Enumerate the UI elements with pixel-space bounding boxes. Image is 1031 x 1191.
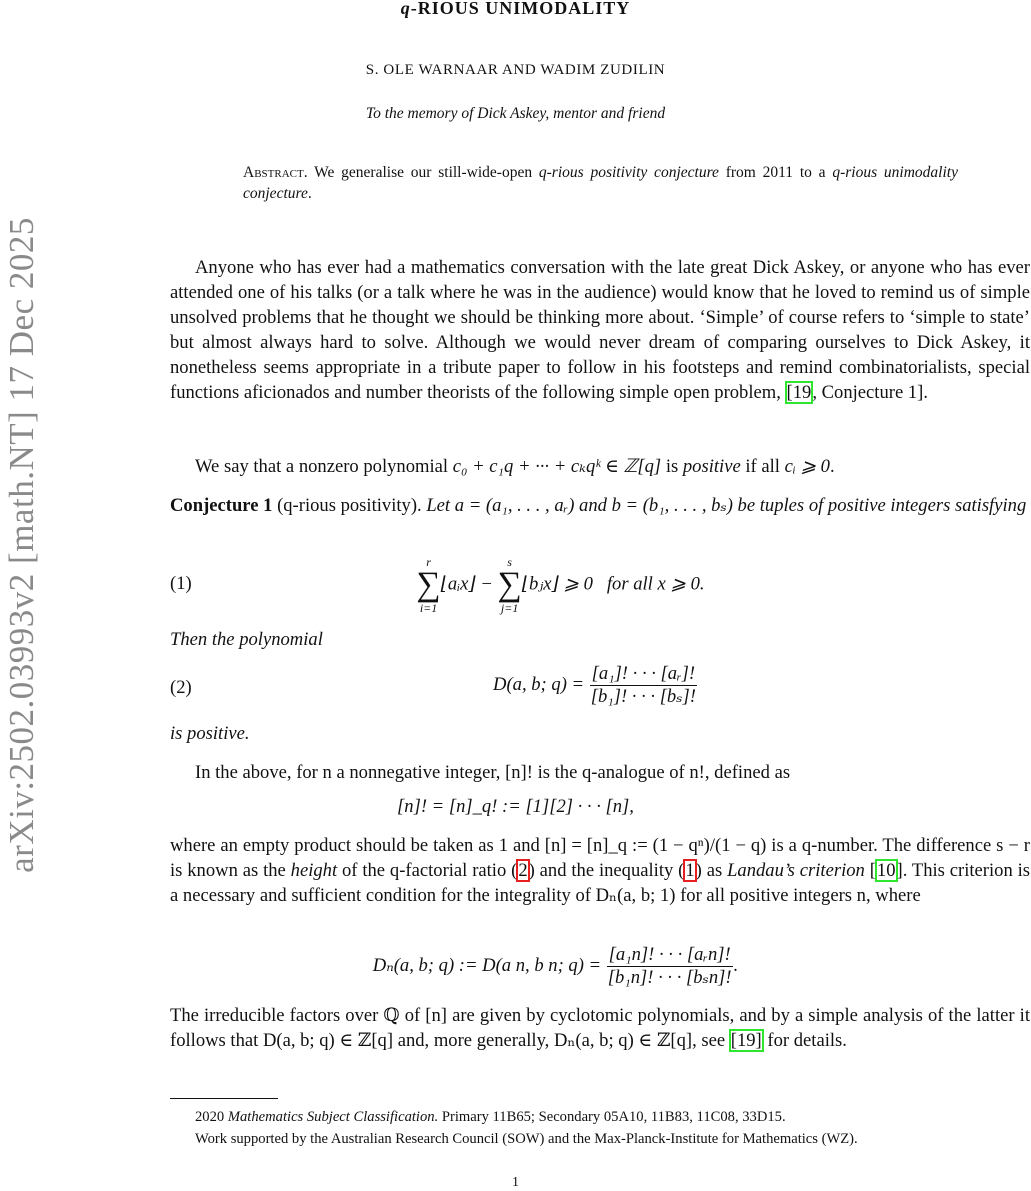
paragraph-text: Anyone who has ever had a mathematics conversation with the late great Dick Askey, or anyone who has ever attended one of his talks (or a talk where he was in the audience) would know that he loved to remind us of simple unsolved problems that he thought we should be thinking more about. ‘Simple’ of course refers to ‘simple to state’ but almost always hard to solve. Although we would never dream of comparing ourselves to Dick Askey, it nonetheless seems appropriate in a tribute paper to follow in his footsteps and remind combinatorialists, special functions aficionados and number theorists of the following simple open problem, <box>170 257 1030 403</box>
paragraph-text: is <box>661 456 683 477</box>
abstract-text: We generalise our still-wide-open <box>307 164 539 181</box>
equation-number-1: (1) <box>170 573 192 594</box>
paragraph-text: where an empty product should be taken as 1 and [n] = [n]_q := (1 − qⁿ)/(1 − q) is a q-number. The difference s − r is known as the <box>170 835 1030 881</box>
paragraph-q-analogue: In the above, for n a nonnegative integer, [n]! is the q-analogue of n!, defined as <box>195 762 791 783</box>
paragraph-text: The irreducible factors over ℚ of [n] are given by cyclotomic polynomials, and by a simple analysis of the latter it follows that D(a, b; q) ∈ ℤ[q] and, more generally, Dₙ(a, b; q) ∈ ℤ[q], see <box>170 1005 1030 1051</box>
conjecture-label: Conjecture 1 <box>170 495 273 516</box>
numerator: [a₁]! · · · [aᵣ]! <box>591 663 696 684</box>
denominator: [b₁n]! · · · [bₛn]! <box>607 967 732 988</box>
denominator: [b₁]! · · · [bₛ]! <box>590 686 696 707</box>
equation-link-2[interactable]: 2 <box>518 859 528 881</box>
math-term: ⌊aᵢx⌋ − <box>440 573 498 595</box>
conjecture-statement <box>170 494 1030 519</box>
footnote-support: Work supported by the Australian Research Council (SOW) and the Max-Planck-Institute for Mathematics (WZ). <box>195 1131 858 1147</box>
page-number: 1 <box>512 1175 519 1190</box>
abstract-text: from 2011 to a <box>718 164 833 181</box>
abstract-emph: q-rious positivity conjecture <box>538 164 719 181</box>
equation-Dn <box>40 944 1031 989</box>
paragraph-text: for details. <box>762 1029 847 1051</box>
paragraph-intro <box>170 256 1030 405</box>
sum-lower: i=1 <box>419 601 438 615</box>
sum-upper: s <box>507 555 512 569</box>
paragraph-text: ) and the inequality ( <box>528 859 685 881</box>
math-inline: c₀ + c₁q + ··· + cₖqᵏ ∈ ℤ[q] <box>452 456 662 477</box>
math-term: . <box>733 954 739 976</box>
abstract-text: . <box>307 185 312 202</box>
paragraph-text: We say that a nonzero polynomial <box>195 456 453 477</box>
title-rest: -RIOUS UNIMODALITY <box>410 0 631 18</box>
numerator: [a₁n]! · · · [aᵣn]! <box>608 944 731 965</box>
paragraph-cyclotomic <box>170 1004 1030 1054</box>
paragraph-positive-def <box>170 455 1030 480</box>
footnote-text: 2020 <box>195 1109 228 1125</box>
paragraph-text: ) as <box>695 859 728 881</box>
math-condition: for all x ⩾ 0. <box>606 573 705 595</box>
footnote-rule <box>170 1098 278 1099</box>
paragraph-text: of the q-factorial ratio ( <box>337 859 518 881</box>
equation-1 <box>45 556 1031 614</box>
citation-link-10[interactable]: 10 <box>876 859 896 881</box>
footnote-text: Primary 11B65; Secondary 05A10, 11B83, 11C08, 33D15. <box>438 1109 786 1125</box>
emph-landau: Landau’s criterion <box>727 859 865 881</box>
sum-upper: r <box>426 555 431 569</box>
fraction <box>606 944 734 989</box>
sum-lower: j=1 <box>500 601 519 615</box>
paragraph-text: [ <box>864 859 876 881</box>
then-text: Then the polynomial <box>170 629 323 650</box>
footnote-label: Mathematics Subject Classification. <box>227 1109 439 1125</box>
paragraph-text: if all <box>740 456 785 477</box>
conjecture-name: (q-rious positivity). <box>272 495 422 516</box>
citation-link-19[interactable]: [19 <box>786 381 812 403</box>
equation-number-2: (2) <box>170 677 192 698</box>
citation-link-19[interactable]: [19] <box>730 1029 762 1051</box>
is-positive-text: is positive. <box>170 723 250 744</box>
footnote-msc <box>170 1108 1030 1126</box>
fraction <box>589 663 698 708</box>
paper-title <box>0 0 1031 19</box>
abstract-emph: q-rious unimodality conjecture <box>243 164 958 202</box>
paragraph-text: , Conjecture 1]. <box>812 381 929 403</box>
math-term: Dₙ(a, b; q) := D(a n, b n; q) = <box>372 954 606 976</box>
equation-2 <box>80 663 1031 708</box>
math-inline: cᵢ ⩾ 0 <box>784 456 830 477</box>
title-q: q <box>400 0 411 18</box>
abstract-label: Abstract. <box>243 164 308 181</box>
dedication: To the memory of Dick Askey, mentor and friend <box>365 105 666 122</box>
sum-symbol: s ∑ j=1 <box>497 555 522 615</box>
paragraph-text: . <box>829 456 835 477</box>
conjecture-text: Let a = (a₁, . . . , aᵣ) and b = (b₁, . . . , bₛ) be tuples of positive integers satisfying <box>421 495 1027 516</box>
arxiv-stamp: arXiv:2502.03993v2 [math.NT] 17 Dec 2025 <box>2 217 41 873</box>
abstract <box>243 162 958 204</box>
paragraph-height <box>170 834 1030 909</box>
math-term: D(a, b; q) = <box>493 673 589 695</box>
paragraph-text: ]. This criterion is a necessary and sufficient condition for the integrality of Dₙ(a, b; 1) for all positive integers n, where <box>170 859 1031 906</box>
equation-link-1[interactable]: 1 <box>685 859 695 881</box>
emph-height: height <box>290 859 338 881</box>
equation-q-factorial: [n]! = [n]_q! := [1][2] · · · [n], <box>397 796 634 817</box>
sum-symbol: r ∑ i=1 <box>416 555 441 615</box>
authors: S. OLE WARNAAR AND WADIM ZUDILIN <box>365 62 666 78</box>
emph-positive: positive <box>682 456 741 477</box>
math-term: ⌊bⱼx⌋ ⩾ 0 <box>521 573 593 595</box>
